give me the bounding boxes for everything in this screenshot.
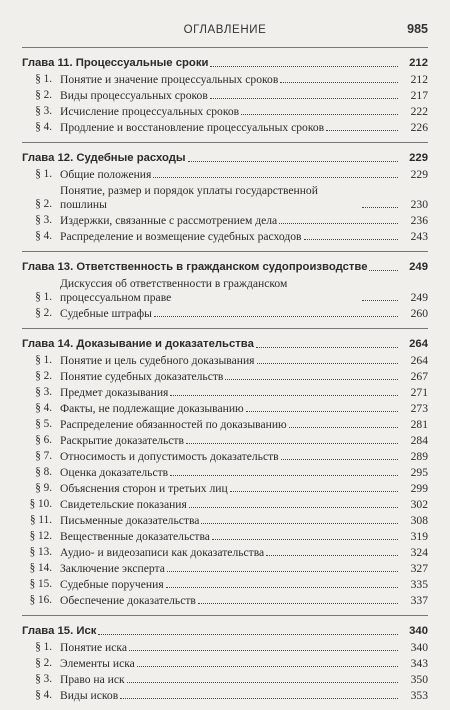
section-number: § 4.: [35, 121, 52, 133]
leader-dots: [266, 554, 398, 556]
leader-dots: [154, 315, 398, 317]
section-page: 273: [410, 402, 428, 415]
section-number: § 10.: [29, 498, 52, 510]
section-title: Объяснения сторон и третьих лиц: [60, 482, 228, 495]
section-number: § 1.: [35, 354, 52, 366]
section-title: Заключение эксперта: [60, 562, 165, 575]
leader-dots: [167, 570, 398, 572]
leader-dots: [188, 160, 398, 162]
section-page: 236: [410, 214, 428, 227]
chapter-heading[interactable]: [22, 622, 428, 639]
section-page: 243: [410, 230, 428, 243]
section-number: § 3.: [35, 673, 52, 685]
leader-dots: [289, 426, 398, 428]
section-entry[interactable]: [22, 592, 428, 608]
leader-dots: [256, 346, 398, 348]
section-page: 319: [410, 530, 428, 543]
section-title: Понятие иска: [60, 641, 127, 654]
leader-dots: [127, 681, 398, 683]
leader-dots: [326, 129, 398, 131]
section-entry[interactable]: [22, 384, 428, 400]
section-title: Понятие, размер и порядок уплаты государственной пошлины: [60, 184, 362, 212]
leader-dots: [369, 269, 398, 271]
section-page: 299: [410, 482, 428, 495]
leader-dots: [281, 458, 398, 460]
section-title: Раскрытие доказательств: [60, 434, 184, 447]
section-entry[interactable]: [22, 464, 428, 480]
section-number: § 2.: [35, 89, 52, 101]
leader-dots: [362, 206, 398, 208]
chapter-title: Глава 15. Иск: [22, 625, 97, 637]
section-number: § 1.: [35, 168, 52, 180]
section-page: 308: [410, 514, 428, 527]
section-title: Обеспечение доказательств: [60, 594, 196, 607]
section-entry[interactable]: [22, 671, 428, 687]
section-page: 226: [410, 121, 428, 134]
section-number: § 2.: [35, 657, 52, 669]
leader-dots: [362, 299, 398, 301]
section-entry[interactable]: [22, 305, 428, 321]
leader-dots: [210, 97, 398, 99]
leader-dots: [170, 474, 398, 476]
section-title: Предмет доказывания: [60, 386, 169, 399]
section-number: § 14.: [29, 562, 52, 574]
section-page: 353: [410, 689, 428, 702]
section-number: § 15.: [29, 578, 52, 590]
chapter-title: Глава 12. Судебные расходы: [22, 152, 186, 164]
section-entry[interactable]: [22, 528, 428, 544]
section-page: 324: [410, 546, 428, 559]
section-title: Вещественные доказательства: [60, 530, 210, 543]
section-number: § 7.: [35, 450, 52, 462]
section-number: § 8.: [35, 466, 52, 478]
section-number: § 1.: [35, 73, 52, 85]
section-page: 295: [410, 466, 428, 479]
leader-dots: [129, 649, 398, 651]
leader-dots: [257, 362, 399, 364]
leader-dots: [120, 697, 398, 699]
section-entry[interactable]: [22, 166, 428, 182]
running-header: [22, 22, 428, 42]
leader-dots: [210, 65, 398, 67]
section-title: Свидетельские показания: [60, 498, 187, 511]
section-number: § 2.: [35, 370, 52, 382]
section-entry[interactable]: [22, 119, 428, 135]
section-entry[interactable]: [22, 655, 428, 671]
section-number: § 5.: [35, 418, 52, 430]
leader-dots: [198, 602, 398, 604]
section-title: Дискуссия об ответственности в гражданском процессуальном праве: [60, 277, 362, 305]
section-number: § 1.: [35, 641, 52, 653]
leader-dots: [166, 586, 398, 588]
section-title: Исчисление процессуальных сроков: [60, 105, 240, 118]
section-page: 212: [410, 73, 428, 86]
page-number: 985: [407, 22, 428, 36]
chapter-heading[interactable]: [22, 335, 428, 352]
section-number: § 2.: [35, 307, 52, 319]
section-title: Относимость и допустимость доказательств: [60, 450, 279, 463]
section-entry[interactable]: [22, 544, 428, 560]
leader-dots: [304, 238, 399, 240]
section-page: 327: [410, 562, 428, 575]
leader-dots: [246, 410, 398, 412]
chapter-heading[interactable]: [22, 54, 428, 71]
section-entry[interactable]: [22, 182, 428, 212]
leader-dots: [212, 538, 398, 540]
section-entry[interactable]: [22, 480, 428, 496]
section-entry[interactable]: [22, 448, 428, 464]
section-page: 337: [410, 594, 428, 607]
leader-dots: [225, 378, 398, 380]
section-page: 229: [410, 168, 428, 181]
section-page: 289: [410, 450, 428, 463]
chapter-page: 229: [409, 152, 428, 164]
section-entry[interactable]: [22, 432, 428, 448]
chapter-block: [22, 328, 428, 608]
section-page: 264: [410, 354, 428, 367]
section-entry[interactable]: [22, 560, 428, 576]
leader-dots: [201, 522, 398, 524]
section-number: § 4.: [35, 402, 52, 414]
section-title: Факты, не подлежащие доказыванию: [60, 402, 244, 415]
section-entry[interactable]: [22, 368, 428, 384]
section-page: 230: [410, 198, 428, 211]
leader-dots: [170, 394, 398, 396]
section-page: 343: [410, 657, 428, 670]
leader-dots: [279, 222, 398, 224]
table-of-contents: [22, 47, 428, 710]
section-title: Виды процессуальных сроков: [60, 89, 208, 102]
section-number: § 9.: [35, 482, 52, 494]
section-number: § 13.: [29, 546, 52, 558]
section-page: 217: [410, 89, 428, 102]
leader-dots: [280, 81, 398, 83]
section-title: Распределение и возмещение судебных расходов: [60, 230, 302, 243]
leader-dots: [241, 113, 398, 115]
chapter-page: 340: [409, 625, 428, 637]
section-number: § 4.: [35, 689, 52, 701]
section-entry[interactable]: [22, 416, 428, 432]
section-page: 222: [410, 105, 428, 118]
running-title: ОГЛАВЛЕНИЕ: [183, 24, 267, 36]
section-entry[interactable]: [22, 103, 428, 119]
chapter-block: [22, 615, 428, 703]
section-entry[interactable]: [22, 400, 428, 416]
section-title: Элементы иска: [60, 657, 135, 670]
section-entry[interactable]: [22, 512, 428, 528]
section-number: § 3.: [35, 386, 52, 398]
section-title: Письменные доказательства: [60, 514, 200, 527]
section-number: § 11.: [30, 514, 52, 526]
section-title: Распределение обязанностей по доказыванию: [60, 418, 287, 431]
section-title: Оценка доказательств: [60, 466, 169, 479]
chapter-block: [22, 251, 428, 321]
section-title: Аудио- и видеозаписи как доказательства: [60, 546, 265, 559]
chapter-heading[interactable]: [22, 258, 428, 275]
section-page: 249: [410, 291, 428, 304]
section-number: § 1.: [35, 291, 52, 303]
leader-dots: [189, 506, 398, 508]
section-entry[interactable]: [22, 352, 428, 368]
section-title: Право на иск: [60, 673, 125, 686]
chapter-block: [22, 47, 428, 135]
leader-dots: [137, 665, 398, 667]
section-title: Понятие и цель судебного доказывания: [60, 354, 255, 367]
section-entry[interactable]: [22, 228, 428, 244]
chapter-page: 249: [409, 261, 428, 273]
chapter-title: Глава 11. Процессуальные сроки: [22, 57, 209, 69]
section-page: 335: [410, 578, 428, 591]
section-title: Понятие судебных доказательств: [60, 370, 224, 383]
section-page: 271: [410, 386, 428, 399]
section-title: Судебные поручения: [60, 578, 164, 591]
chapter-heading[interactable]: [22, 149, 428, 166]
section-title: Понятие и значение процессуальных сроков: [60, 73, 279, 86]
section-entry[interactable]: [22, 275, 428, 305]
chapter-page: 212: [409, 57, 428, 69]
leader-dots: [230, 490, 398, 492]
section-entry[interactable]: [22, 71, 428, 87]
section-title: Виды исков: [60, 689, 119, 702]
section-page: 267: [410, 370, 428, 383]
leader-dots: [153, 176, 398, 178]
chapter-title: Глава 13. Ответственность в гражданском судопроизводстве: [22, 261, 368, 273]
section-title: Общие положения: [60, 168, 152, 181]
chapter-page: 264: [409, 338, 428, 350]
chapter-block: [22, 142, 428, 244]
section-number: § 2.: [35, 198, 52, 210]
chapter-title: Глава 14. Доказывание и доказательства: [22, 338, 254, 350]
section-entry[interactable]: [22, 576, 428, 592]
section-number: § 16.: [29, 594, 52, 606]
section-title: Продление и восстановление процессуальных сроков: [60, 121, 325, 134]
section-number: § 6.: [35, 434, 52, 446]
section-page: 340: [410, 641, 428, 654]
section-page: 260: [410, 307, 428, 320]
section-entry[interactable]: [22, 87, 428, 103]
section-title: Издержки, связанные с рассмотрением дела: [60, 214, 278, 227]
section-entry[interactable]: [22, 496, 428, 512]
section-title: Судебные штрафы: [60, 307, 152, 320]
section-page: 281: [410, 418, 428, 431]
section-page: 302: [410, 498, 428, 511]
section-number: § 3.: [35, 105, 52, 117]
section-entry[interactable]: [22, 639, 428, 655]
section-page: 284: [410, 434, 428, 447]
leader-dots: [186, 442, 398, 444]
leader-dots: [98, 633, 398, 635]
section-number: § 3.: [35, 214, 52, 226]
section-number: § 12.: [29, 530, 52, 542]
section-number: § 4.: [35, 230, 52, 242]
section-entry[interactable]: [22, 212, 428, 228]
section-page: 350: [410, 673, 428, 686]
